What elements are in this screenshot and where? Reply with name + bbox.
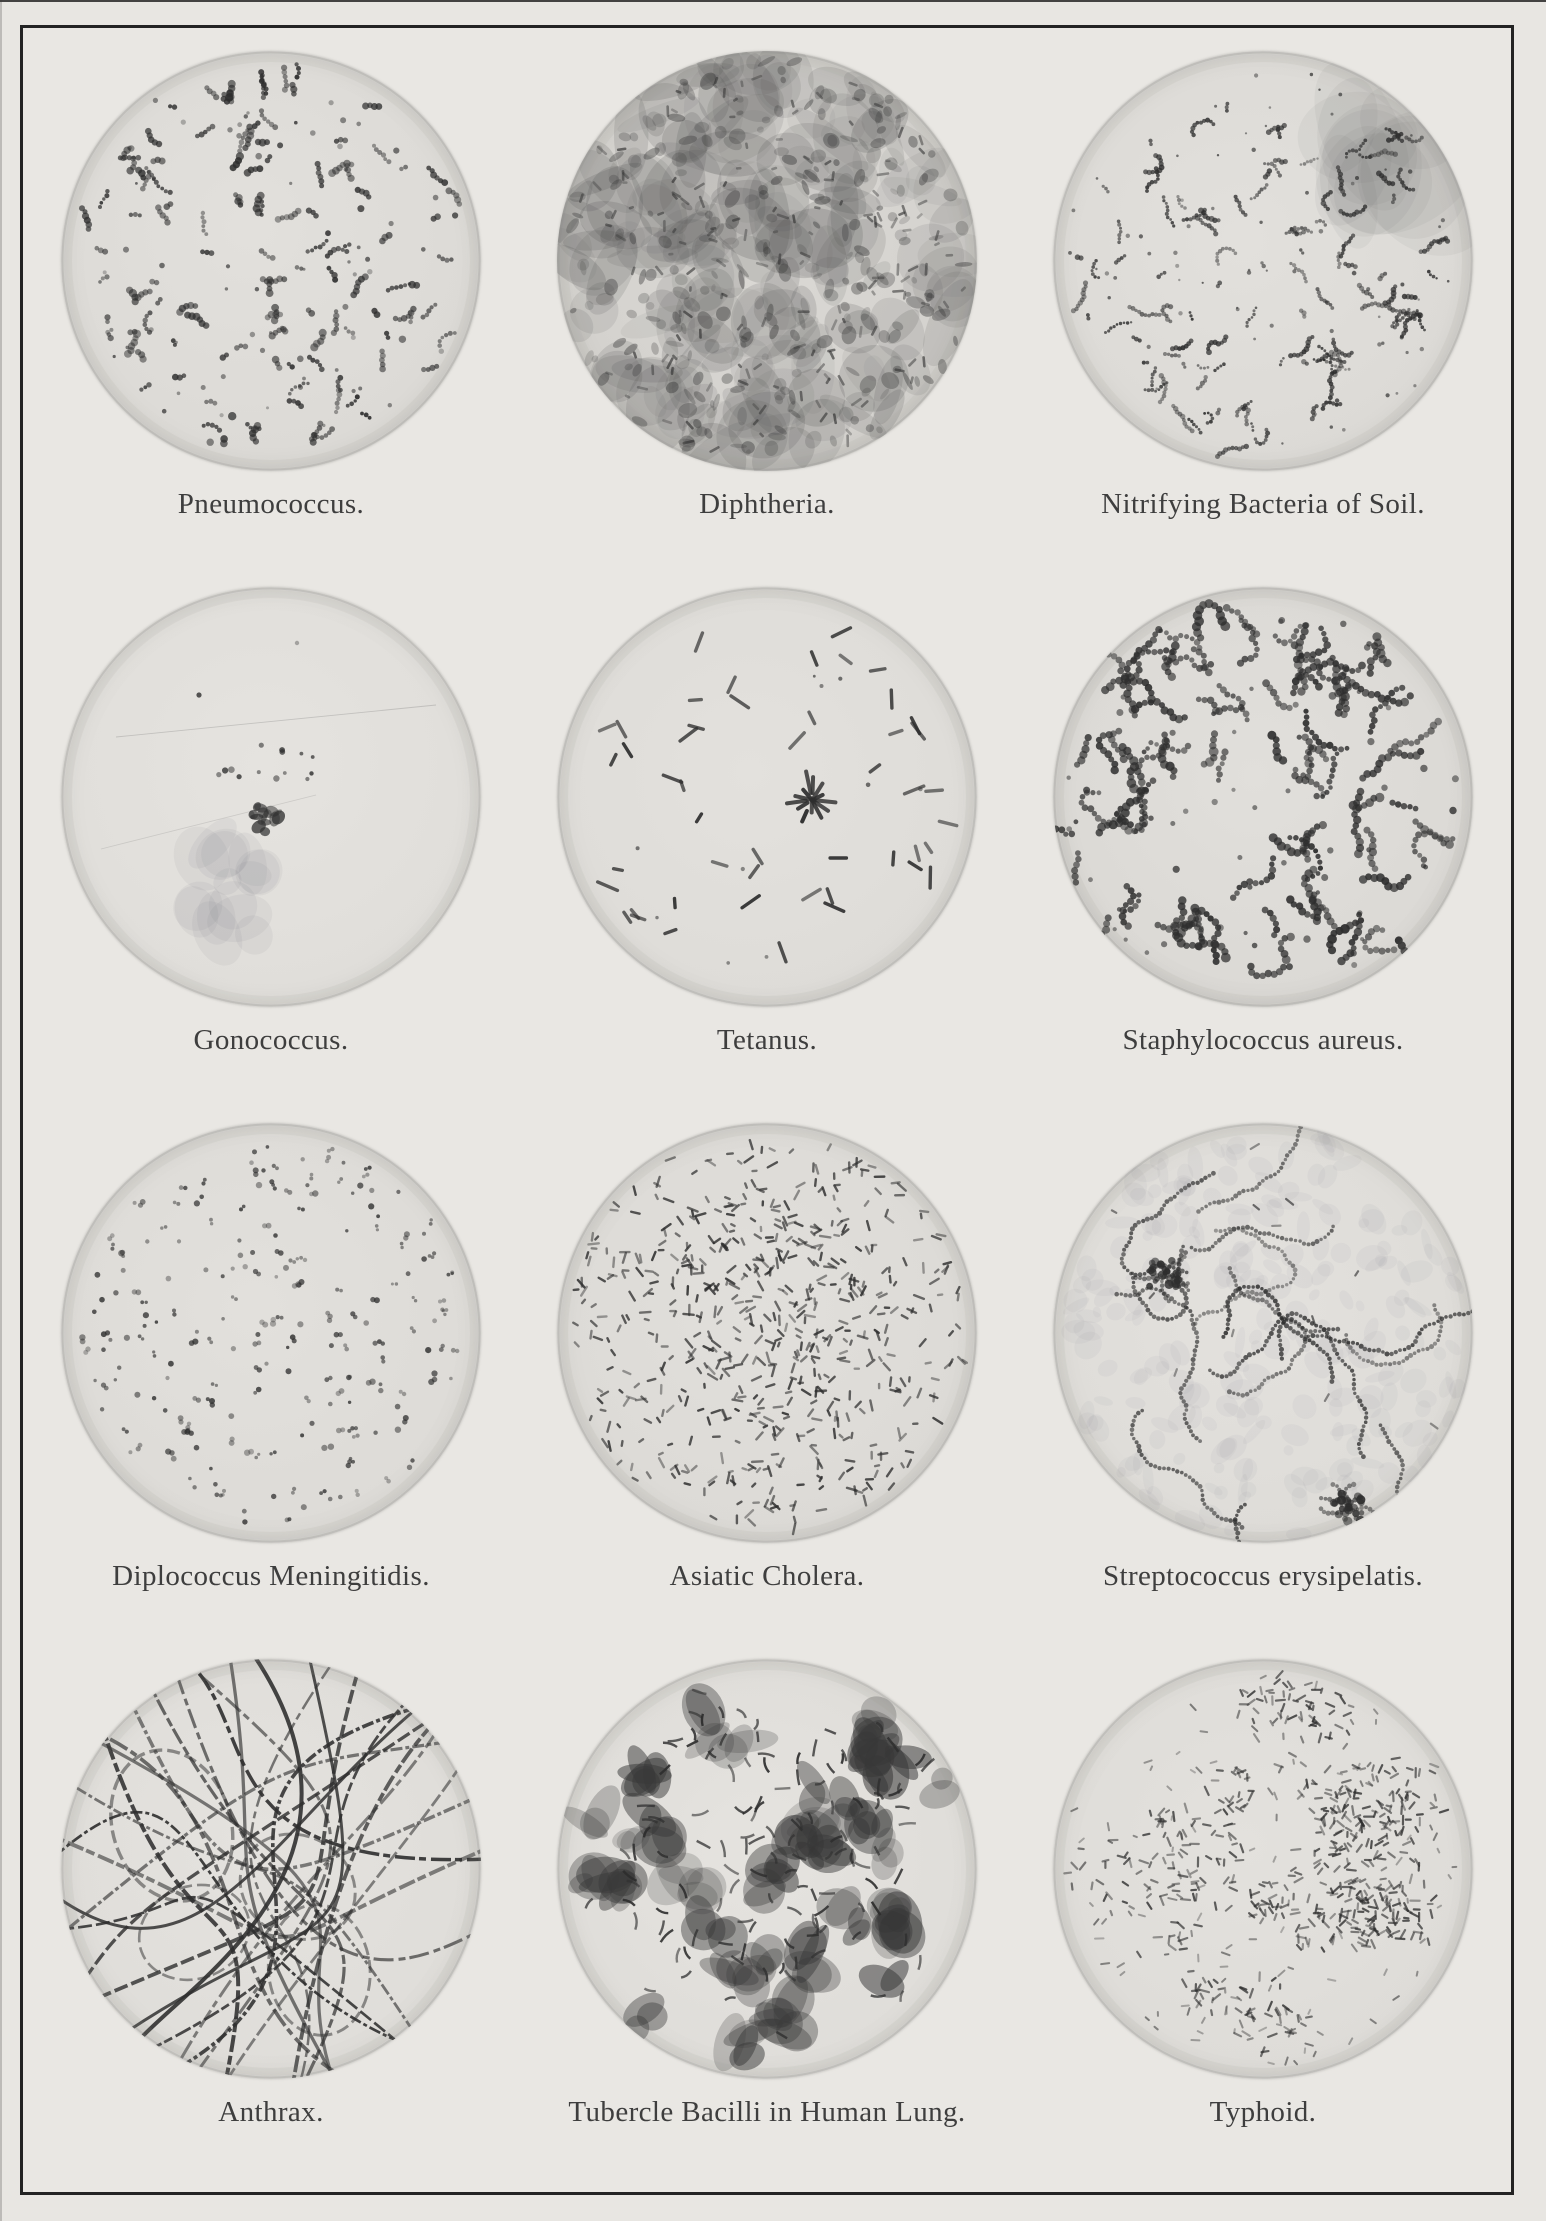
micrograph-streptococcus-erysipelatis: [1053, 1123, 1473, 1543]
figure-caption: Typhoid.: [1209, 2096, 1317, 2128]
figure-caption: Diphtheria.: [699, 488, 835, 520]
figure-diplococcus-meningitidis: [23, 1118, 519, 1654]
micrograph-svg: [61, 1123, 481, 1543]
figure-caption: Staphylococcus aureus.: [1122, 1024, 1404, 1056]
micrograph-anthrax: [61, 1659, 481, 2079]
scan-edge-artifact-top: [0, 0, 1546, 2]
plate-frame: [20, 25, 1514, 2195]
micrograph-svg: [557, 1123, 977, 1543]
micrograph-diphtheria: [557, 51, 977, 471]
micrograph-staphylococcus-aureus: [1053, 587, 1473, 1007]
micrograph-typhoid: [1053, 1659, 1473, 2079]
micrograph-svg: [557, 587, 977, 1007]
micrograph-svg: [557, 1659, 977, 2079]
figure-nitrifying-bacteria: [1015, 46, 1511, 582]
micrograph-tubercle-bacilli: [557, 1659, 977, 2079]
figure-caption: Gonococcus.: [193, 1024, 349, 1056]
figure-tubercle-bacilli: [519, 1654, 1015, 2190]
micrograph-svg: [1053, 1123, 1473, 1543]
figure-streptococcus-erysipelatis: [1015, 1118, 1511, 1654]
figure-caption: Nitrifying Bacteria of Soil.: [1101, 488, 1425, 520]
figure-anthrax: [23, 1654, 519, 2190]
figure-pneumococcus: [23, 46, 519, 582]
micrograph-svg: [61, 51, 481, 471]
micrograph-asiatic-cholera: [557, 1123, 977, 1543]
micrograph-svg: [61, 587, 481, 1007]
micrograph-svg: [1053, 587, 1473, 1007]
micrograph-svg: [61, 1659, 481, 2079]
figure-caption: Anthrax.: [218, 2096, 324, 2128]
figure-staphylococcus-aureus: [1015, 582, 1511, 1118]
figure-tetanus: [519, 582, 1015, 1118]
scan-edge-artifact-left: [0, 0, 2, 2221]
figure-caption: Diplococcus Meningitidis.: [112, 1560, 430, 1592]
figure-caption: Streptococcus erysipelatis.: [1102, 1560, 1424, 1592]
figure-typhoid: [1015, 1654, 1511, 2190]
micrograph-pneumococcus: [61, 51, 481, 471]
figure-grid: [23, 28, 1511, 2190]
figure-asiatic-cholera: [519, 1118, 1015, 1654]
figure-caption: Asiatic Cholera.: [669, 1560, 865, 1592]
micrograph-gonococcus: [61, 587, 481, 1007]
figure-diphtheria: [519, 46, 1015, 582]
micrograph-svg: [557, 51, 977, 471]
micrograph-svg: [1053, 51, 1473, 471]
figure-caption: Pneumococcus.: [177, 488, 365, 520]
figure-caption: Tubercle Bacilli in Human Lung.: [568, 2096, 966, 2128]
micrograph-nitrifying-bacteria: [1053, 51, 1473, 471]
micrograph-svg: [1053, 1659, 1473, 2079]
micrograph-diplococcus-meningitidis: [61, 1123, 481, 1543]
micrograph-tetanus: [557, 587, 977, 1007]
figure-caption: Tetanus.: [716, 1024, 818, 1056]
figure-gonococcus: [23, 582, 519, 1118]
